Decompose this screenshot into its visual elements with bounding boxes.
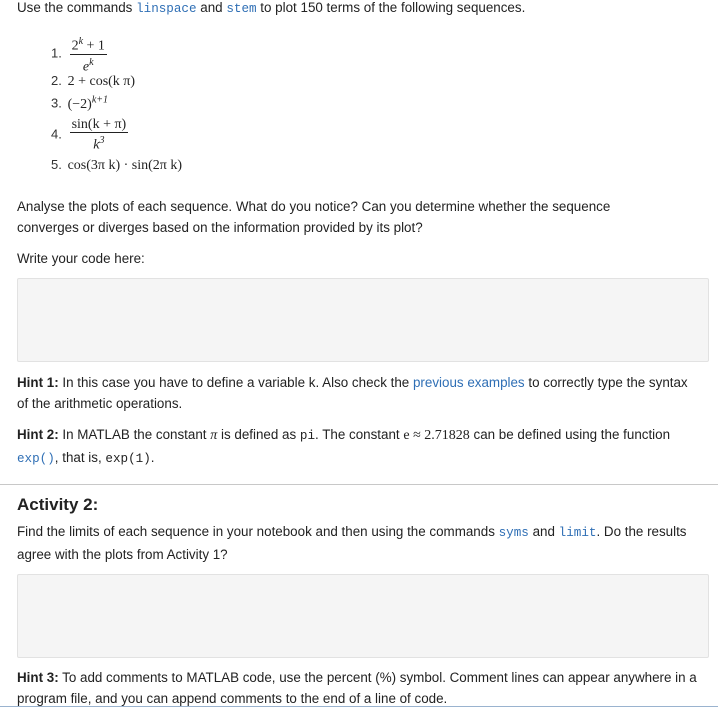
- hint-2: Hint 2: In MATLAB the constant π is defined as pi. The constant e ≈ 2.71828 can be defined using the function exp(), that is, exp(1).: [17, 427, 671, 466]
- sequence-5-formula: cos(3π k) · sin(2π k): [67, 158, 183, 173]
- previous-examples-link[interactable]: previous examples: [412, 375, 525, 390]
- analyse-paragraph: Analyse the plots of each sequence. What do you notice? Can you determine whether the sequence converges or diverges based on the information provided by its plot?: [17, 199, 611, 235]
- bottom-divider: [0, 706, 718, 707]
- sequence-item-1: 1. $\frac{2^k + 1}{e^k}$: [51, 36, 105, 75]
- hint-1: Hint 1: In this case you have to define a variable k. Also check the previous examples to correctly type the syntax of the arithmetic operations.: [17, 375, 688, 411]
- sequence-2-formula: 2 + cos(k π): [67, 74, 136, 89]
- sequence-4-formula: $\frac{\sin(k + \pi)}{k^3}$: [71, 117, 127, 153]
- write-code-label: Write your code here:: [17, 251, 145, 266]
- activity-2-text: Find the limits of each sequence in your notebook and then using the commands syms and limit. Do the results agree with the plots from Activity 1?: [17, 524, 687, 562]
- exp-function: exp(): [17, 452, 55, 466]
- stem-command: stem: [226, 2, 257, 16]
- hint-3: Hint 3: To add comments to MATLAB code, use the percent (%) symbol. Comment lines can appear anywhere in a program file, and you can append comments to the end of a line of code.: [17, 670, 697, 706]
- sequence-3-formula: $(-2)^{k+1}$: [67, 94, 108, 112]
- code-input-area-1[interactable]: [17, 278, 709, 362]
- linspace-command: linspace: [136, 2, 197, 16]
- code-input-area-2[interactable]: [17, 574, 709, 658]
- syms-command: syms: [498, 526, 529, 540]
- sequence-item-3: 3. $(-2)^{k+1}$: [51, 94, 108, 112]
- sequence-1-formula: $\frac{2^k + 1}{e^k}$: [71, 36, 105, 75]
- intro-instruction: Use the commands linspace and stem to plot 150 terms of the following sequences.: [17, 0, 526, 16]
- activity-2-heading: Activity 2:: [17, 495, 99, 514]
- sequence-item-2: 2. 2 + cos(k π): [51, 73, 136, 89]
- pi-code: pi: [299, 429, 316, 443]
- sequence-item-4: 4. $\frac{\sin(k + \pi)}{k^3}$: [51, 117, 127, 153]
- sequence-item-5: 5. cos(3π k) · sin(2π k): [51, 157, 183, 173]
- limit-command: limit: [558, 526, 597, 540]
- exp-call-code: exp(1): [105, 452, 151, 466]
- section-divider: [0, 484, 718, 485]
